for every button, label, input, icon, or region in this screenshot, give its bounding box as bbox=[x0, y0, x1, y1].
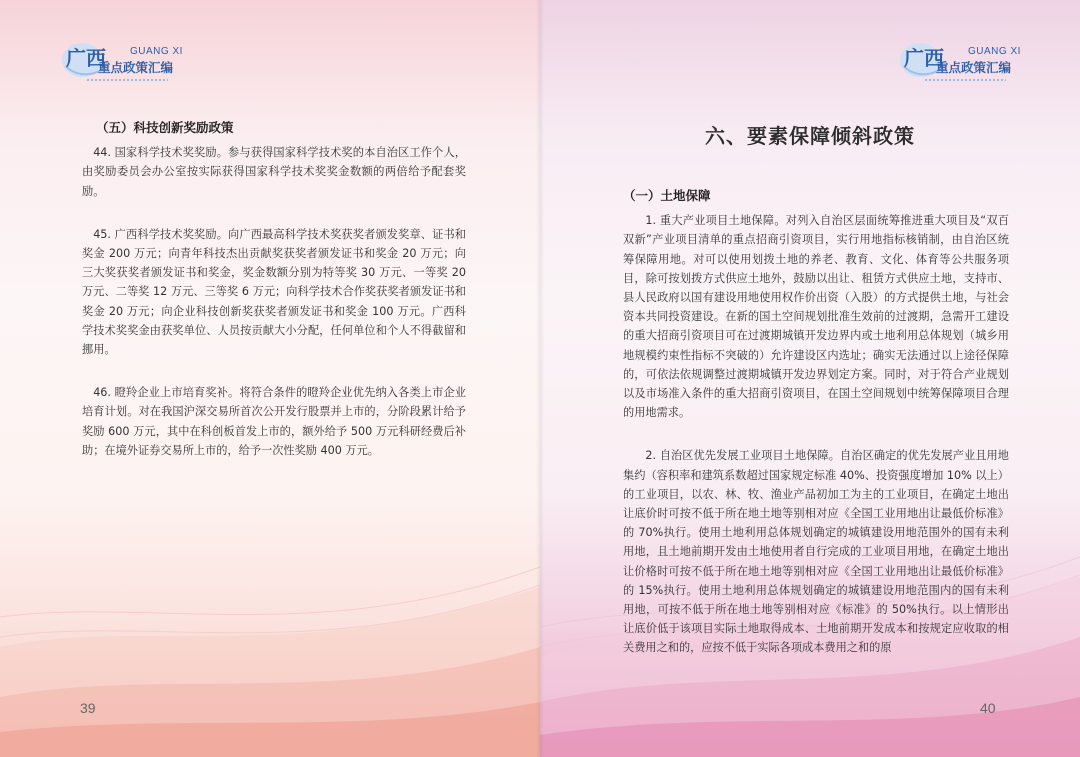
book-gutter bbox=[536, 0, 544, 757]
section-heading: （五）科技创新奖励政策 bbox=[96, 120, 234, 135]
page-number: 39 bbox=[80, 700, 96, 716]
policy-paragraph: 44. 国家科学技术奖奖励。参与获得国家科学技术奖的本自治区工作个人，由奖励委员会办公室按实际获得国家科学技术奖奖金数额的两倍给予配套奖励。 bbox=[82, 146, 466, 198]
policy-paragraph: 46. 瞪羚企业上市培育奖补。将符合条件的瞪羚企业优先纳入各类上市企业培育计划。对在我国沪深交易所首次公开发行股票并上市的，分阶段累计给予奖励 600 万元，其中在科创板首发上市的，额外给予 500 万元科研经费后补助；在境外证券交易所上市的，给予一次性奖励 400 万元。 bbox=[82, 386, 466, 457]
guangxi-logo-right bbox=[898, 36, 1028, 88]
policy-paragraph: 2. 自治区优先发展工业项目土地保障。自治区确定的优先发展产业且用地集约（容积率和建筑系数超过国家规定标准 40%、投资强度增加 10% 以上）的工业项目，以农、林、牧、渔业产品初加工为主的工业项目，在确定土地出让底价时可按不低于所在地土地等别相对应《全国工业用地出让最低价标准》的 70%执行。使用土地利用总体规划确定的城镇建设用地范围外的国有未利用地，且土地前期开发由土地使用者自行完成的工业项目用地，在确定土地出让价格时可按不低于所在地土地等别相对应《全国工业用地出让最低价标准》的 15%执行。使用土地利用总体规划确定的城镇建设用地范围内的国有未利用地，可按不低于所在地土地等别相对应《标准》的 50%执行。以上情形出让底价低于该项目实际土地取得成本、土地前期开发成本和按规定应收取的相关费用之和的，应按不低于实际各项成本费用之和的原 bbox=[623, 449, 1009, 655]
logo-mark-text: 广西 bbox=[904, 46, 944, 70]
logo-english: GUANG XI bbox=[130, 46, 183, 57]
logo-mark-text: 广西 bbox=[66, 46, 106, 70]
left-page-body bbox=[82, 118, 466, 460]
policy-paragraph: 45. 广西科学技术奖奖励。向广西最高科学技术奖获奖者颁发奖章、证书和奖金 200 万元；向青年科技杰出贡献奖获奖者颁发证书和奖金 20 万元；向三大奖获奖者颁发证书和奖金，奖金数额分别为特等奖 30 万元、一等奖 20 万元、二等奖 12 万元、三等奖 6 万元；向科学技术合作奖获奖者颁发证书和奖金 20 万元；向企业科技创新奖获奖者颁发证书和奖金 100 万元。广西科学技术奖奖金由获奖单位、人员按贡献大小分配，任何单位和个人不得截留和挪用。 bbox=[82, 227, 466, 357]
logo-dots bbox=[86, 78, 168, 82]
chapter-title: 六、要素保障倾斜政策 bbox=[705, 124, 915, 148]
page-number: 40 bbox=[980, 700, 996, 716]
decorative-wave-left bbox=[0, 497, 540, 757]
guangxi-logo-left bbox=[60, 36, 190, 88]
logo-english: GUANG XI bbox=[968, 46, 1021, 57]
policy-paragraph: 1. 重大产业项目土地保障。对列入自治区层面统筹推进重大项目及“双百双新”产业项目清单的重点招商引资项目，实行用地指标核销制，由自治区统筹保障用地。对可以使用划拨土地的养老、教育、文化、体育等公共服务项目，除可按划拨方式供应土地外，鼓励以出让、租赁方式供应土地，支持市、县人民政府以国有建设用地使用权作价出资（入股）的方式提供土地，与社会资本共同投资建设。在新的国土空间规划批准生效前的过渡期，急需开工建设的重大招商引资项目可在过渡期城镇开发边界内或土地利用总体规划（城乡用地规模约束性指标不突破的）允许建设区内选址；确实无法通过以上途径保障的，可依法依规调整过渡期城镇开发边界划定方案。同时，对于符合产业规划以及市场准入条件的重大招商引资项目，在国土空间规划中统筹保障项目合理的用地需求。 bbox=[623, 214, 1009, 420]
logo-chinese: 重点政策汇编 bbox=[98, 60, 174, 75]
logo-chinese: 重点政策汇编 bbox=[936, 60, 1012, 75]
logo-dots bbox=[924, 78, 1006, 82]
right-page-body bbox=[623, 186, 1009, 658]
section-heading: （一）土地保障 bbox=[623, 188, 711, 203]
